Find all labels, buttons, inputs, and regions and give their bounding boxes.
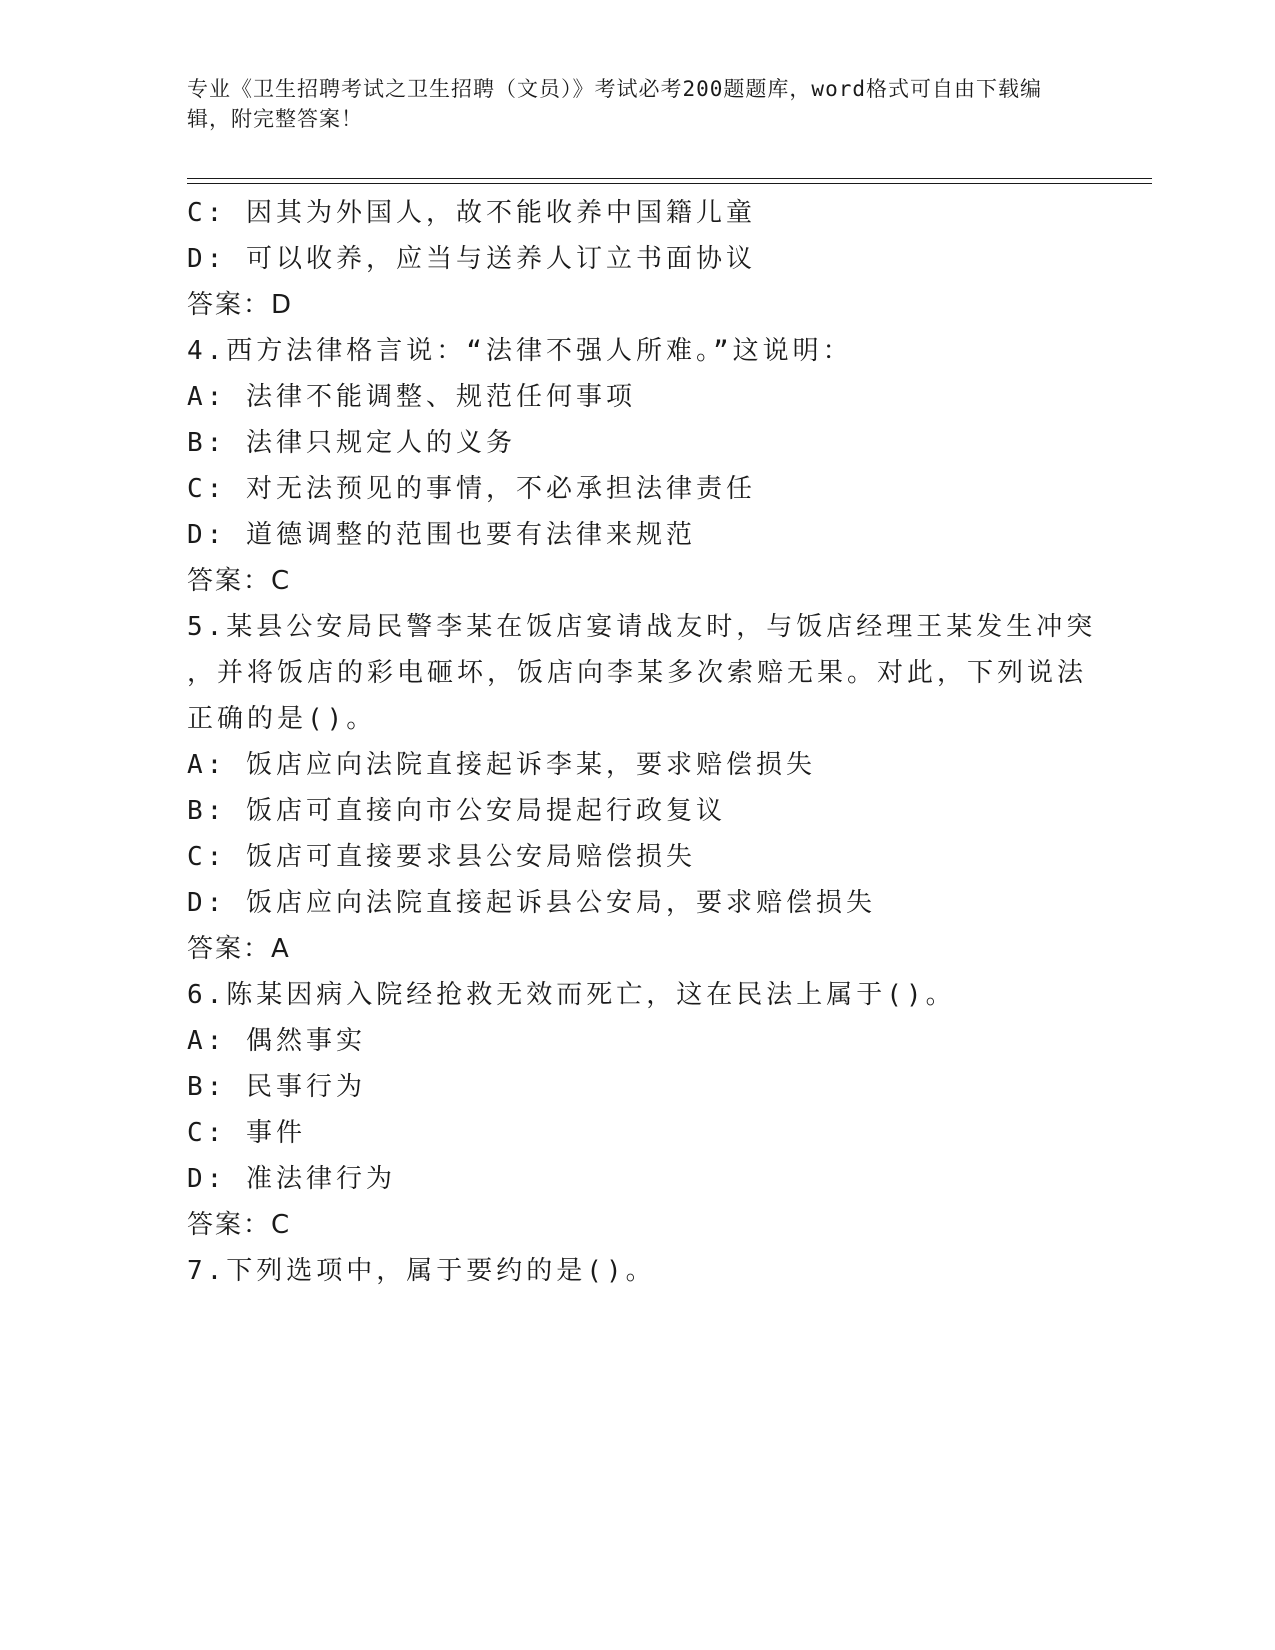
option-b: B: 饭店可直接向市公安局提起行政复议 — [187, 796, 726, 826]
answer-label: 答案：D — [187, 290, 294, 320]
option-d: D: 准法律行为 — [187, 1164, 396, 1194]
option-a: A: 偶然事实 — [187, 1026, 366, 1056]
option-a: A: 法律不能调整、规范任何事项 — [187, 382, 636, 412]
answer-label: 答案：C — [187, 1210, 292, 1240]
option-c: C: 因其为外国人，故不能收养中国籍儿童 — [187, 198, 756, 228]
option-d: D: 饭店应向法院直接起诉县公安局，要求赔偿损失 — [187, 888, 876, 918]
option-c: C: 饭店可直接要求县公安局赔偿损失 — [187, 842, 696, 872]
header-divider-top — [187, 178, 1152, 179]
question-block-4 — [187, 328, 1087, 604]
question-text: 4.西方法律格言说：“法律不强人所难。”这说明： — [187, 336, 853, 366]
question-text-line-2: ，并将饭店的彩电砸坏，饭店向李某多次索赔无果。对此，下列说法 — [187, 658, 1088, 688]
option-d: D: 可以收养，应当与送养人订立书面协议 — [187, 244, 756, 274]
document-header: 专业《卫生招聘考试之卫生招聘（文员）》考试必考200题题库，word格式可自由下载编辑，附完整答案！ — [187, 77, 1042, 131]
option-b: B: 法律只规定人的义务 — [187, 428, 516, 458]
question-block-3 — [187, 190, 1087, 328]
question-text-line-3: 正确的是()。 — [187, 704, 377, 734]
answer-label: 答案：A — [187, 934, 291, 964]
answer-label: 答案：C — [187, 566, 292, 596]
question-text-line-1: 5.某县公安局民警李某在饭店宴请战友时，与饭店经理王某发生冲突 — [187, 612, 1097, 642]
option-c: C: 事件 — [187, 1118, 306, 1148]
question-block-7 — [187, 1248, 1087, 1294]
question-text: 7.下列选项中，属于要约的是()。 — [187, 1256, 656, 1286]
option-b: B: 民事行为 — [187, 1072, 366, 1102]
option-d: D: 道德调整的范围也要有法律来规范 — [187, 520, 696, 550]
question-block-5 — [187, 604, 1097, 972]
header-divider-bottom — [187, 183, 1152, 184]
option-c: C: 对无法预见的事情，不必承担法律责任 — [187, 474, 756, 504]
option-a: A: 饭店应向法院直接起诉李某，要求赔偿损失 — [187, 750, 816, 780]
question-block-6 — [187, 972, 1087, 1248]
question-content — [187, 190, 1097, 1294]
question-text: 6.陈某因病入院经抢救无效而死亡，这在民法上属于()。 — [187, 980, 956, 1010]
